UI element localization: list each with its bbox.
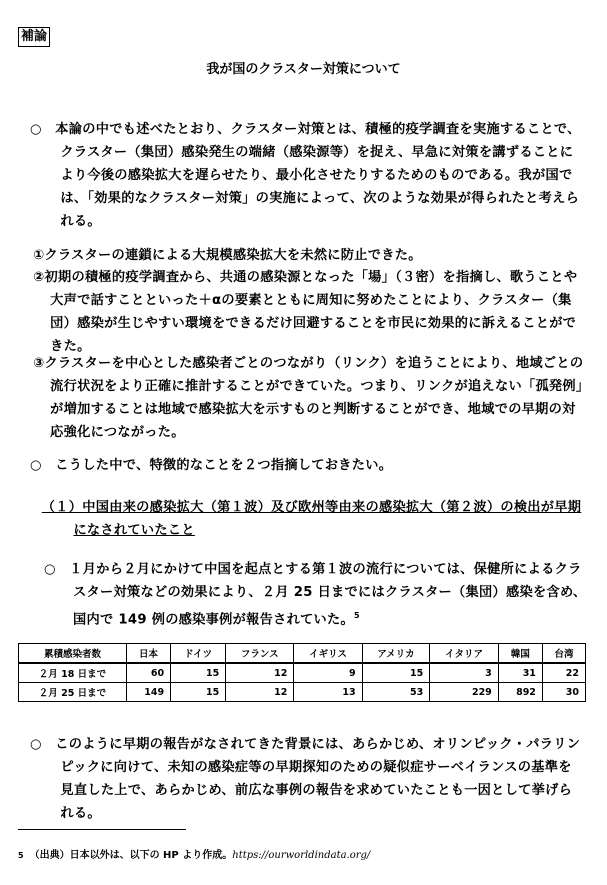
table-cell: 53	[362, 683, 430, 702]
table-header-row	[19, 644, 586, 664]
table-header-cell: 台湾	[542, 644, 585, 664]
table-cell: 13	[294, 683, 362, 702]
table-header-cell: 韓国	[498, 644, 542, 664]
table-cell: 31	[498, 663, 542, 683]
table-cell: 22	[542, 663, 585, 683]
table-header-cell: アメリカ	[362, 644, 430, 664]
table-cell: 149	[126, 683, 170, 702]
table-row-label: ２月 25 日まで	[19, 683, 127, 702]
table-cell: 9	[294, 663, 362, 683]
table-cell: 15	[171, 683, 226, 702]
table-cell: 15	[362, 663, 430, 683]
effect-item-2: ②初期の積極的疫学調査から、共通の感染源となった「場」（３密）を指摘し、歌うことや大声で話すことといった＋αの要素とともに周知に努めたことにより、クラスター（集団）感染が生じやすい環境をできるだけ回避することを市民に効果的に訴えることができた。	[33, 270, 578, 354]
section-heading-1: （１）中国由来の感染拡大（第１波）及び欧州等由来の感染拡大（第２波）の検出が早期になされていたこと	[41, 500, 582, 538]
footnote-number: 5	[18, 851, 24, 860]
page-title: 我が国のクラスター対策について	[206, 62, 401, 77]
table-cell: 229	[430, 683, 499, 702]
table-cell: 892	[498, 683, 542, 702]
point-intro-paragraph: ○ こうした中で、特徴的なことを２つ指摘しておきたい。	[30, 458, 393, 473]
cumulative-cases-table	[18, 643, 586, 702]
footnote-url[interactable]: https://ourworldindata.org/	[232, 850, 371, 861]
footnote-ref[interactable]: 5	[354, 611, 360, 620]
table-cell: 30	[542, 683, 585, 702]
effect-item-1: ①クラスターの連鎖による大規模感染拡大を未然に防止できた。	[33, 248, 422, 263]
first-wave-text: ○ １月から２月にかけて中国を起点とする第１波の流行については、保健所によるクラスター対策などの効果により、２月 25 日までにはクラスター（集団）感染を含め、国内で 149 例の感染事例が報告されていた。	[44, 562, 587, 628]
table-cell: 12	[226, 683, 294, 702]
background-paragraph: ○ このように早期の報告がなされてきた背景には、あらかじめ、オリンピック・パラリンピックに向けて、未知の感染症等の早期探知のための疑似症サーベイランスの基準を見直した上で、あらかじめ、前広な事例の報告を求めていたことも一因として挙げられる。	[30, 737, 581, 821]
first-wave-paragraph	[44, 558, 589, 631]
section-tag: 補論	[18, 27, 50, 47]
table-header-cell: 累積感染者数	[19, 644, 127, 664]
table-header-cell: イギリス	[294, 644, 362, 664]
table-cell: 3	[430, 663, 499, 683]
table-cell: 12	[226, 663, 294, 683]
effect-item-3: ③クラスターを中心とした感染者ごとのつながり（リンク）を追うことにより、地域ごとの流行状況をより正確に推計することができていた。つまり、リンクが追えない「孤発例」が増加することは地域で感染拡大を示すものと判断することができ、地域での早期の対応強化につながった。	[33, 356, 584, 440]
table-row	[19, 683, 586, 702]
table-cell: 60	[126, 663, 170, 683]
footnote-divider	[18, 829, 186, 830]
table-cell: 15	[171, 663, 226, 683]
footnote	[18, 846, 370, 861]
table-header-cell: フランス	[226, 644, 294, 664]
table-header-cell: ドイツ	[171, 644, 226, 664]
table-row-label: ２月 18 日まで	[19, 663, 127, 683]
intro-paragraph: ○ 本論の中でも述べたとおり、クラスター対策とは、積極的疫学調査を実施することで、クラスター（集団）感染発生の端緒（感染源等）を捉え、早急に対策を講ずることにより今後の感染拡大を遅らせたり、最小化させたりするためのものである。我が国では、「効果的なクラスター対策」の実施によって、次のような効果が得られたと考えられる。	[30, 122, 581, 229]
table-header-cell: イタリア	[430, 644, 499, 664]
table-row	[19, 663, 586, 683]
footnote-text: （出典）日本以外は、以下の HP より作成。	[29, 850, 233, 861]
table-header-cell: 日本	[126, 644, 170, 664]
